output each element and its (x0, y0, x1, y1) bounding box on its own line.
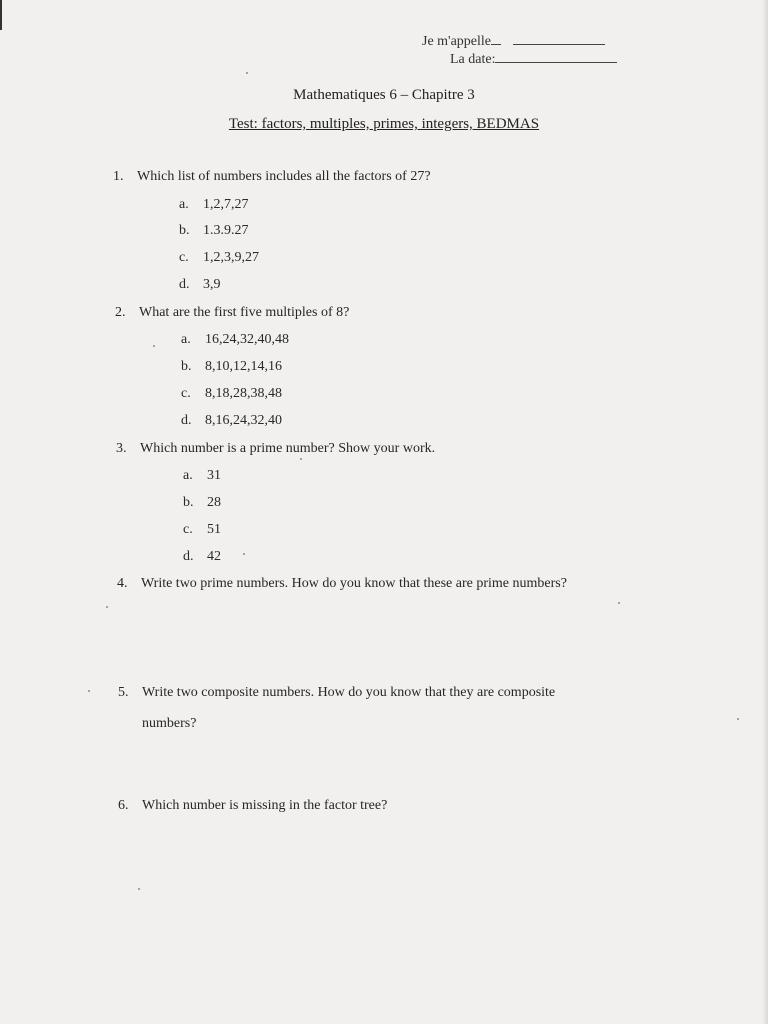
course-title: Mathematiques 6 – Chapitre 3 (293, 87, 475, 103)
option-value: 51 (207, 522, 221, 537)
page-shadow-edge (762, 0, 768, 1024)
name-line (513, 44, 605, 45)
date-field (450, 52, 617, 68)
option-value: 28 (207, 495, 221, 510)
date-label: La date: (450, 52, 496, 67)
scan-speck (246, 72, 248, 74)
scan-speck (138, 888, 140, 890)
question-text: Which number is a prime number? Show your work. (140, 441, 436, 456)
question-number: 5. (118, 685, 129, 700)
question-text: Write two prime numbers. How do you know that these are prime numbers? (141, 576, 567, 591)
name-line-short (491, 44, 501, 45)
option-letter: b. (179, 223, 190, 238)
question-text: Which list of numbers includes all the factors of 27? (137, 169, 431, 184)
option-value: 8,10,12,14,16 (205, 359, 282, 374)
date-line (495, 62, 617, 63)
scan-speck (618, 602, 620, 604)
question-text: Write two composite numbers. How do you know that they are composite (142, 685, 556, 700)
scan-speck (243, 553, 245, 555)
question-4 (117, 576, 567, 592)
question-2 (115, 305, 349, 321)
option-letter: d. (183, 549, 194, 564)
option-value: 31 (207, 468, 221, 483)
name-label: Je m'appelle (422, 34, 491, 49)
name-field (422, 34, 605, 50)
option-letter: b. (181, 359, 192, 374)
scan-speck (300, 458, 302, 460)
scan-speck (106, 606, 108, 608)
option-1c (179, 250, 259, 266)
option-value: 3,9 (203, 277, 221, 292)
option-1d (179, 277, 221, 293)
option-3d (183, 549, 221, 565)
option-3b (183, 495, 221, 511)
scan-speck (88, 690, 90, 692)
option-letter: d. (179, 277, 190, 292)
scan-speck (737, 718, 739, 720)
question-number: 6. (118, 798, 129, 813)
question-1 (113, 169, 431, 185)
question-6 (118, 798, 387, 814)
question-text: Which number is missing in the factor tree? (142, 798, 388, 813)
option-1a (179, 197, 249, 213)
option-letter: d. (181, 413, 192, 428)
question-number: 1. (113, 169, 124, 184)
question-number: 3. (116, 441, 127, 456)
option-1b (179, 223, 249, 239)
question-5 (118, 685, 555, 701)
option-2d (181, 413, 282, 429)
option-value: 1,2,3,9,27 (203, 250, 259, 265)
option-letter: a. (179, 197, 189, 212)
option-value: 8,16,24,32,40 (205, 413, 282, 428)
option-2c (181, 386, 282, 402)
option-letter: c. (181, 386, 191, 401)
question-text: What are the first five multiples of 8? (139, 305, 350, 320)
option-value: 1,2,7,27 (203, 197, 249, 212)
option-letter: a. (183, 468, 193, 483)
option-letter: a. (181, 332, 191, 347)
question-number: 4. (117, 576, 128, 591)
test-title: Test: factors, multiples, primes, integers, BEDMAS (228, 116, 540, 132)
option-value: 1.3.9.27 (203, 223, 249, 238)
option-letter: c. (179, 250, 189, 265)
option-value: 42 (207, 549, 221, 564)
option-value: 16,24,32,40,48 (205, 332, 289, 347)
option-2a (181, 332, 289, 348)
question-number: 2. (115, 305, 126, 320)
scan-edge-mark (0, 0, 2, 30)
question-3 (116, 441, 435, 457)
option-2b (181, 359, 282, 375)
question-5-continuation: numbers? (142, 716, 197, 731)
option-letter: b. (183, 495, 194, 510)
scan-speck (153, 345, 155, 347)
option-3c (183, 522, 221, 538)
option-3a (183, 468, 221, 484)
option-value: 8,18,28,38,48 (205, 386, 282, 401)
option-letter: c. (183, 522, 193, 537)
